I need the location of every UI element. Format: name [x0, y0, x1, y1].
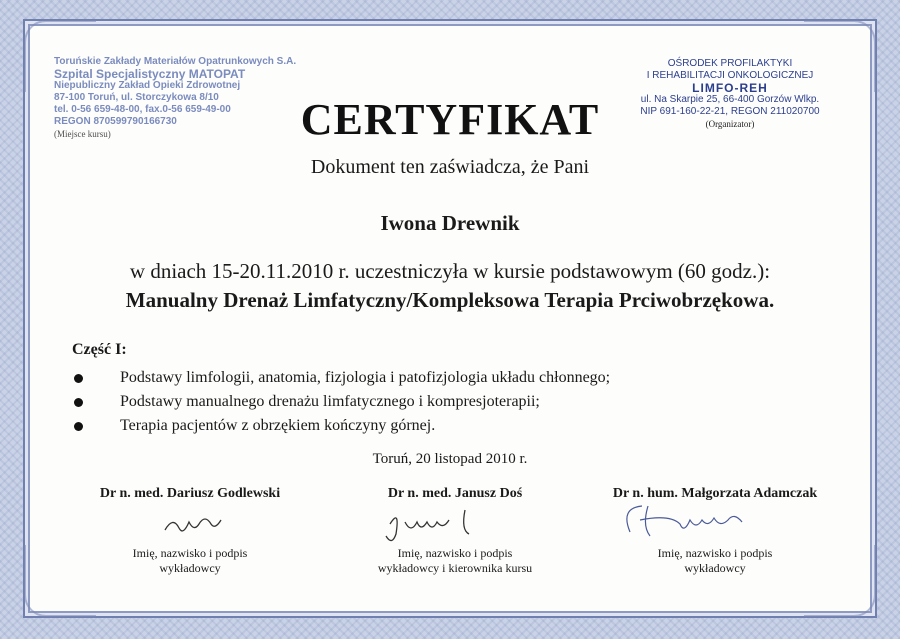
handwritten-signature [590, 502, 840, 542]
organizer-address: ul. Na Skarpie 25, 66-400 Gorzów Wlkp. [640, 94, 820, 105]
signature-caption: Imię, nazwisko i podpis [132, 546, 248, 560]
certificate-title: CERTYFIKAT [300, 95, 600, 144]
list-item: Podstawy limfologii, anatomia, fizjologia i patofizjologia układu chłonnego; [72, 366, 610, 390]
signature-caption: Imię, nazwisko i podpis [397, 546, 513, 560]
stamp-line: Toruńskie Zakłady Materiałów Opatrunkowych S.A. [54, 56, 297, 67]
organizer-ids: NIP 691-160-22-21, REGON 211020700 [640, 106, 820, 117]
organizer-caption: (Organizator) [705, 119, 755, 129]
part-title: Część I: [72, 341, 127, 358]
certificate-subtitle: Dokument ten zaświadcza, że Pani [310, 156, 590, 178]
place-date: Toruń, 20 listopad 2010 r. [372, 451, 528, 467]
signatory-name: Dr n. med. Dariusz Godlewski [99, 486, 281, 501]
handwritten-signature [65, 502, 315, 542]
organizer-brand: LIMFO-REH [692, 81, 768, 95]
signature-block [590, 486, 840, 576]
signature-caption: wykładowcy [684, 561, 746, 575]
list-item: Podstawy manualnego drenażu limfatycznego i kompresjoterapii; [72, 390, 610, 414]
signatory-name: Dr n. hum. Małgorzata Adamczak [612, 486, 818, 501]
stamp-line: REGON 870599790166730 [54, 116, 177, 127]
signature-caption: Imię, nazwisko i podpis [657, 546, 773, 560]
recipient-name: Iwona Drewnik [380, 211, 520, 235]
handwritten-signature [345, 502, 565, 542]
signature-caption: wykładowcy i kierownika kursu [377, 561, 533, 575]
stamp-line: 87-100 Toruń, ul. Storczykowa 8/10 [54, 92, 219, 103]
organizer-line: I REHABILITACJI ONKOLOGICZNEJ [646, 70, 814, 81]
organizer-line: OŚRODEK PROFILAKTYKI [667, 58, 793, 69]
list-item: Terapia pacjentów z obrzękiem kończyny górnej. [72, 414, 610, 438]
stamp-line: Niepubliczny Zakład Opieki Zdrowotnej [54, 80, 241, 91]
signature-caption: wykładowcy [159, 561, 221, 575]
stamp-line: tel. 0-56 659-48-00, fax.0-56 659-49-00 [54, 104, 231, 115]
course-name: Manualny Drenaż Limfatyczny/Kompleksowa Terapia Prciwobrzękowa. [125, 288, 775, 312]
signature-block [65, 486, 315, 576]
signature-block [345, 486, 565, 576]
certificate-paper [30, 26, 870, 611]
stamp-line: Szpital Specjalistyczny MATOPAT [54, 67, 246, 81]
signatory-name: Dr n. med. Janusz Doś [387, 486, 523, 501]
topics-list [72, 366, 610, 438]
course-dates-line: w dniach 15-20.11.2010 r. uczestniczyła w kursie podstawowym (60 godz.): [129, 259, 771, 283]
stamp-caption: (Miejsce kursu) [54, 129, 111, 139]
